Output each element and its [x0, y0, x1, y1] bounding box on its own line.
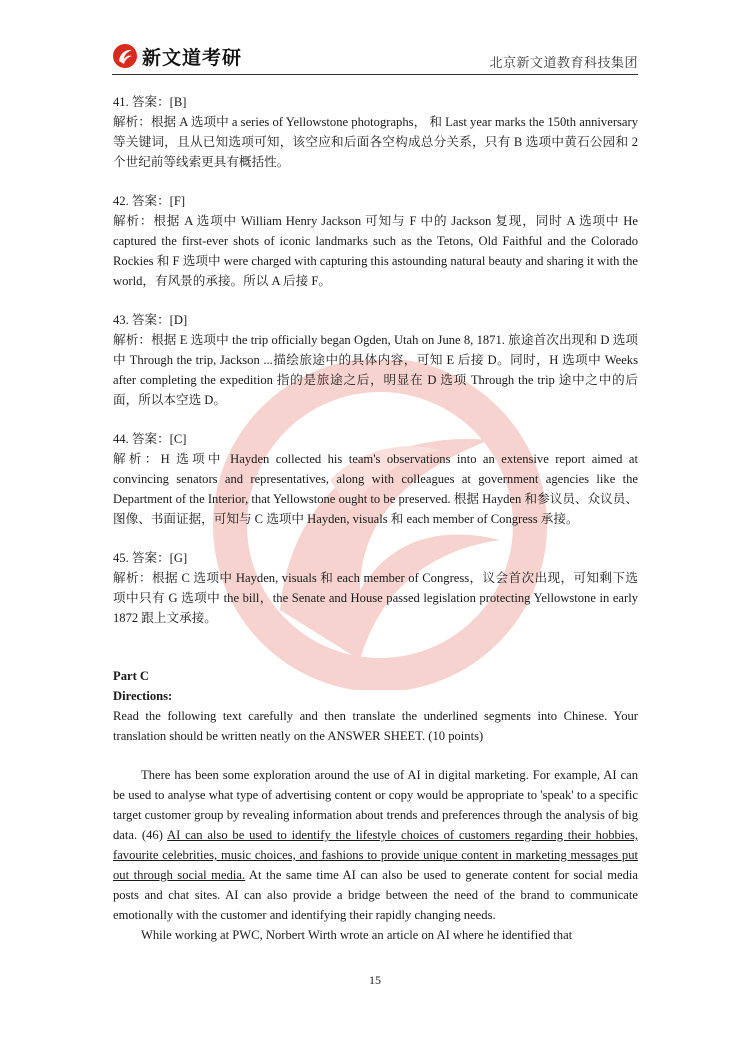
answer-45 [113, 548, 638, 628]
directions-label: Directions: [113, 689, 173, 703]
answer-explanation: 解析：根据 A 选项中 a series of Yellowstone photographs， 和 Last year marks the 150th anniversary 等关键词，且从已知选项可知，该空应和后面各空构成总分关系，只有 B 选项中黄石公园和 2 个世纪前等线索更具有概括性。 [113, 115, 638, 169]
question-marker: (46) [141, 828, 167, 842]
phoenix-logo-icon [112, 43, 138, 69]
directions-text: Read the following text carefully and then translate the underlined segments into Chinese. Your translation should be written neatly on the ANSWER SHEET. (10 points) [113, 709, 638, 743]
passage-paragraph-2: While working at PWC, Norbert Wirth wrote an article on AI where he identified that [141, 928, 573, 942]
part-c-title: Part C [113, 669, 150, 683]
passage-paragraph-1 [113, 765, 638, 925]
answer-44 [113, 429, 638, 529]
answer-explanation: 解析：根据 A 选项中 William Henry Jackson 可知与 F 中的 Jackson 复现，同时 A 选项中 He captured the first-ever shots of iconic landmarks such as the Tetons, Old Faithful and the Colorado Rockies 和 F 选项中 were charged with capturing this astounding natural beauty and sharing it with the world，有风景的承接。所以 A 后接 F。 [113, 214, 638, 288]
answer-number: 41. 答案：[B] [113, 95, 187, 109]
answer-number: 45. 答案：[G] [113, 551, 188, 565]
page-number: 15 [369, 973, 381, 987]
answer-explanation: 解析：H 选项中 Hayden collected his team's observations into an extensive report aimed at convincing senators and representatives, along with colleagues at government agencies like the Department of the Interior, that Yellowstone ought to be preserved. 根据 Hayden 和参议员、众议员、图像、书面证据，可知与 C 选项中 Hayden, visuals 和 each member of Congress 承接。 [113, 452, 638, 526]
answer-42 [113, 191, 638, 291]
answer-number: 43. 答案：[D] [113, 313, 188, 327]
passage-text: At the same time AI can also be used to generate content for social media posts and chat sites. AI can also provide a bridge between the need of the brand to communicate emotionally with the customer and identifying their rapidly changing needs. [113, 868, 639, 922]
company-name: 北京新文道教育科技集团 [489, 56, 638, 71]
passage-text: There has been some exploration around the use of AI in digital marketing. For example, AI can be used to analyse what type of advertising content or copy would be appropriate to 'speak' to a specific target customer group by revealing information about trends and preferences through the analysis of big data. [113, 768, 638, 842]
answer-explanation: 解析：根据 E 选项中 the trip officially began Ogden, Utah on June 8, 1871. 旅途首次出现和 D 选项中 Through the trip, Jackson ...描绘旅途中的具体内容，可知 E 后接 D。同时，H 选项中 Weeks after completing the expedition 指的是旅途之后，明显在 D 选项 Through the trip 途中之中的后面，所以本空选 D。 [113, 333, 638, 407]
underlined-segment-46: AI can also be used to identify the lifestyle choices of customers regarding their hobbies, favourite celebrities, music choices, and fashions to provide unique content in marketing messages put out through social media. [113, 828, 638, 882]
brand-logo [112, 42, 242, 70]
logo-text: 新文道考研 [142, 46, 243, 69]
answer-number: 44. 答案：[C] [113, 432, 187, 446]
answer-41 [113, 92, 638, 172]
document-body [113, 92, 638, 945]
answer-explanation: 解析：根据 C 选项中 Hayden, visuals 和 each member of Congress，议会首次出现，可知剩下选项中只有 G 选项中 the bill，the Senate and House passed legislation protecting Yellowstone in early 1872 跟上文承接。 [113, 571, 638, 625]
answer-number: 42. 答案：[F] [113, 194, 186, 208]
answer-43 [113, 310, 638, 410]
page-header [112, 40, 638, 75]
